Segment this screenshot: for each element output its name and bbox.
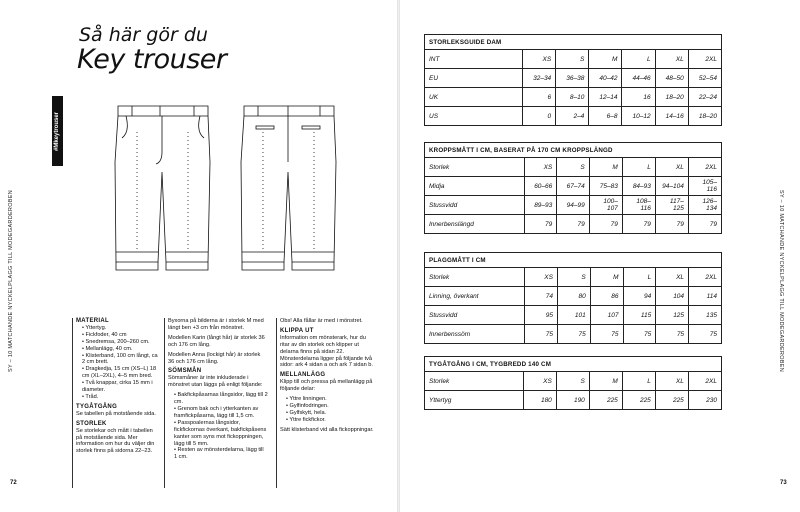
column-rule <box>276 318 277 488</box>
column-header: 2XL <box>689 268 722 287</box>
table-cell: 79 <box>688 215 721 234</box>
column-header: XL <box>655 372 688 391</box>
list-item: • Yttre fickfickor. <box>286 417 376 424</box>
table-cell: 75 <box>689 325 722 344</box>
column-header: S <box>556 50 589 69</box>
table-cell: 52–54 <box>688 69 721 88</box>
table-cell: 60–66 <box>524 177 556 196</box>
table-cell: 14–16 <box>655 107 688 126</box>
table-cell: 94 <box>623 287 656 306</box>
left-side-running-title: SY – 10 MATCHANDE NYCKELPLAGG TILL MODEGARDEROBEN <box>8 190 14 372</box>
column-header: L <box>622 372 655 391</box>
table-cell: 75 <box>590 325 623 344</box>
list-item: • Fickfoder, 40 cm <box>82 332 158 339</box>
text-column-1 <box>76 318 158 458</box>
column-header: S <box>556 372 589 391</box>
table-row <box>425 287 722 306</box>
text-column-2 <box>168 318 268 464</box>
table-cell: 67–74 <box>557 177 589 196</box>
list-item: • Gylfskytt, hela. <box>286 410 376 417</box>
table-cell: 89–93 <box>524 196 556 215</box>
column-header: S <box>557 158 589 177</box>
heading-storlek: STORLEK <box>76 420 107 427</box>
size-table-1 <box>424 34 722 126</box>
column-header: L <box>622 158 655 177</box>
table-cell: 79 <box>524 215 556 234</box>
table-cell: 225 <box>622 391 655 410</box>
table-cell: 74 <box>525 287 557 306</box>
column-header: Storlek <box>425 372 524 391</box>
mellanlagg-list <box>280 396 376 424</box>
list-item: • Yttertyg. <box>82 325 158 332</box>
table-cell: 225 <box>589 391 622 410</box>
heading-klippa-ut: KLIPPA UT <box>280 327 314 334</box>
table-cell: 75 <box>623 325 656 344</box>
size-table-3 <box>424 252 722 344</box>
column-rule <box>72 318 73 488</box>
column-header: S <box>557 268 590 287</box>
hashtag-label: #Mkeytrouser <box>52 96 63 166</box>
column-header: M <box>589 372 622 391</box>
table-cell: 36–38 <box>556 69 589 88</box>
heading-mellanlagg: MELLANLÄGG <box>280 372 326 379</box>
column-header: XS <box>523 50 556 69</box>
size-table-4 <box>424 356 722 410</box>
column-header: M <box>589 50 622 69</box>
table-cell: 125 <box>656 306 689 325</box>
table-cell: 230 <box>688 391 721 410</box>
table-row <box>425 196 722 215</box>
table-cell: 79 <box>589 215 622 234</box>
list-item: • Gylfinfodringen. <box>286 403 376 410</box>
column-header: 2XL <box>688 158 721 177</box>
table-cell: 105–116 <box>688 177 721 196</box>
table-cell: 12–14 <box>589 88 622 107</box>
heading-somsman: SÖMSMÅN <box>168 368 202 375</box>
paragraph: Sätt klisterband vid alla fickoppningar. <box>280 426 374 433</box>
table-cell: 22–24 <box>688 88 721 107</box>
table-cell: 225 <box>655 391 688 410</box>
row-label: Innerbenssöm <box>425 325 525 344</box>
table-cell: 75 <box>525 325 557 344</box>
column-header: Storlek <box>425 158 525 177</box>
table-title: PLAGGMÅTT I CM <box>425 253 722 268</box>
column-header: XS <box>525 268 557 287</box>
table-cell: 80 <box>557 287 590 306</box>
table-header-row <box>425 268 722 287</box>
row-label: Yttertyg <box>425 391 524 410</box>
table-cell: 6 <box>523 88 556 107</box>
table-cell: 75 <box>557 325 590 344</box>
table-row <box>425 391 722 410</box>
table-cell: 8–10 <box>556 88 589 107</box>
table-cell: 104 <box>656 287 689 306</box>
table-title: STORLEKSGUIDE DAM <box>425 35 722 50</box>
table-title: TYGÅTGÅNG I CM, TYGBREDD 140 CM <box>425 357 722 372</box>
row-label: Stussvidd <box>425 196 525 215</box>
list-item: • Bakfickpåsarnas långsidor, lägg till 2 cm. <box>174 392 268 406</box>
row-label: US <box>425 107 523 126</box>
table-cell: 6–8 <box>589 107 622 126</box>
table-cell: 101 <box>557 306 590 325</box>
size-table-2 <box>424 142 722 234</box>
material-list <box>76 325 158 401</box>
table-row <box>425 215 722 234</box>
table-cell: 79 <box>655 215 688 234</box>
paragraph: Byxorna på bilderna är i storlek M med längt ben +3 cm från mönstret. <box>168 318 264 331</box>
list-item: • Tråd. <box>82 394 158 401</box>
table-row <box>425 325 722 344</box>
table-cell: 190 <box>556 391 589 410</box>
page-title-small: Så här gör du <box>79 24 208 46</box>
table-row <box>425 306 722 325</box>
table-cell: 115 <box>623 306 656 325</box>
table-cell: 79 <box>622 215 655 234</box>
paragraph: Obs! Alla fållar är med i mönstret. <box>280 318 363 324</box>
list-item: • Passpoalernas långsidor, fickfickornas överkant, bakfickpåsens kanter som syns mot fickoppningen, lägg till 5 mm. <box>174 420 268 448</box>
table-cell: 100–107 <box>589 196 622 215</box>
row-label: Innerbenslängd <box>425 215 525 234</box>
table-cell: 117–125 <box>655 196 688 215</box>
list-item: • Yttre linningen. <box>286 396 376 403</box>
column-header: M <box>590 268 623 287</box>
table-cell: 95 <box>525 306 557 325</box>
column-header: XL <box>656 268 689 287</box>
table-cell: 2–4 <box>556 107 589 126</box>
paragraph: Modellen Karin (långt hår) är storlek 36 och 176 cm lång. <box>168 334 265 348</box>
table-row <box>425 88 722 107</box>
left-page-number: 72 <box>10 480 17 486</box>
column-header: 2XL <box>688 50 721 69</box>
column-rule <box>164 318 165 488</box>
heading-material: MATERIAL <box>76 318 109 324</box>
paragraph: Information om mönsterark, hur du ritar av din storlek och klipper ut delarna finns på sidan 22. Mönsterdelarna ligger på följande två sidor: ark 4 sidan a och ark 7 sidan b. <box>280 334 373 369</box>
column-header: M <box>589 158 622 177</box>
right-side-running-title: SY – 10 MATCHANDE NYCKELPLAGG TILL MODEGARDEROBEN <box>778 190 784 372</box>
table-cell: 40–42 <box>589 69 622 88</box>
row-label: Midja <box>425 177 525 196</box>
table-row <box>425 107 722 126</box>
column-header: XS <box>523 372 556 391</box>
column-header: XL <box>655 158 688 177</box>
list-item: • Grenom bak och i ytterkanten av framfickpåsarna, lägg till 1,5 cm. <box>174 406 268 420</box>
list-item: • Två knappar, cirka 15 mm i diameter. <box>82 380 158 394</box>
paragraph: Se tabellen på motstående sida. <box>76 410 156 417</box>
table-cell: 86 <box>590 287 623 306</box>
table-header-row <box>425 158 722 177</box>
column-header: L <box>623 268 656 287</box>
column-header: XS <box>524 158 556 177</box>
table-header-row <box>425 50 722 69</box>
list-item: • Dragkedja, 15 cm (XS–L) 18 cm (XL–2XL), 4–5 mm bred. <box>82 366 158 380</box>
table-cell: 114 <box>689 287 722 306</box>
column-header: 2XL <box>688 372 721 391</box>
row-label: UK <box>425 88 523 107</box>
paragraph: Klipp till och pressa på mellanlägg på följande delar: <box>280 379 373 393</box>
table-cell: 180 <box>523 391 556 410</box>
table-cell: 18–20 <box>655 88 688 107</box>
table-cell: 0 <box>523 107 556 126</box>
list-item: • Resten av mönsterdelarna, lägg till 1 cm. <box>174 447 268 461</box>
paragraph: Modellen Anna (lockigt hår) är storlek 36 och 176 cm lång. <box>168 351 261 365</box>
table-cell: 75–83 <box>589 177 622 196</box>
somsman-list <box>168 392 268 461</box>
table-cell: 135 <box>689 306 722 325</box>
table-cell: 84–93 <box>622 177 655 196</box>
column-header: XL <box>655 50 688 69</box>
list-item: • Mellanlägg, 40 cm. <box>82 346 158 353</box>
table-header-row <box>425 372 722 391</box>
table-cell: 18–20 <box>688 107 721 126</box>
table-cell: 48–50 <box>655 69 688 88</box>
table-cell: 79 <box>557 215 589 234</box>
table-cell: 126–134 <box>688 196 721 215</box>
column-header: INT <box>425 50 523 69</box>
column-header: L <box>622 50 655 69</box>
table-cell: 44–46 <box>622 69 655 88</box>
table-cell: 75 <box>656 325 689 344</box>
table-cell: 16 <box>622 88 655 107</box>
text-column-3 <box>280 318 376 437</box>
row-label: Linning, överkant <box>425 287 525 306</box>
trouser-back-illustration <box>238 102 340 282</box>
row-label: Stussvidd <box>425 306 525 325</box>
table-row <box>425 69 722 88</box>
page-title-large: Key trouser <box>77 44 227 75</box>
table-cell: 94–104 <box>655 177 688 196</box>
paragraph: Se storlekar och mått i tabellen på motstående sida. Mer information om hur du väljer din storlek finns på sidorna 22–23. <box>76 427 155 455</box>
table-cell: 32–34 <box>523 69 556 88</box>
list-item: • Klisterband, 100 cm långt, ca 2 cm brett. <box>82 353 158 367</box>
table-cell: 108–116 <box>622 196 655 215</box>
table-cell: 94–99 <box>557 196 589 215</box>
trouser-front-illustration <box>112 102 214 282</box>
list-item: • Snedremsa, 200–260 cm. <box>82 339 158 346</box>
paragraph: Sömsmåner är inte inkluderade i mönstret utan läggs på enligt följande: <box>168 375 263 389</box>
table-title: KROPPSMÅTT I CM, BASERAT PÅ 170 CM KROPPSLÄNGD <box>425 143 722 158</box>
table-cell: 107 <box>590 306 623 325</box>
right-page-number: 73 <box>780 480 787 486</box>
table-row <box>425 177 722 196</box>
table-cell: 10–12 <box>622 107 655 126</box>
column-header: Storlek <box>425 268 525 287</box>
row-label: EU <box>425 69 523 88</box>
heading-tygatgang: TYGÅTGÅNG <box>76 403 118 410</box>
